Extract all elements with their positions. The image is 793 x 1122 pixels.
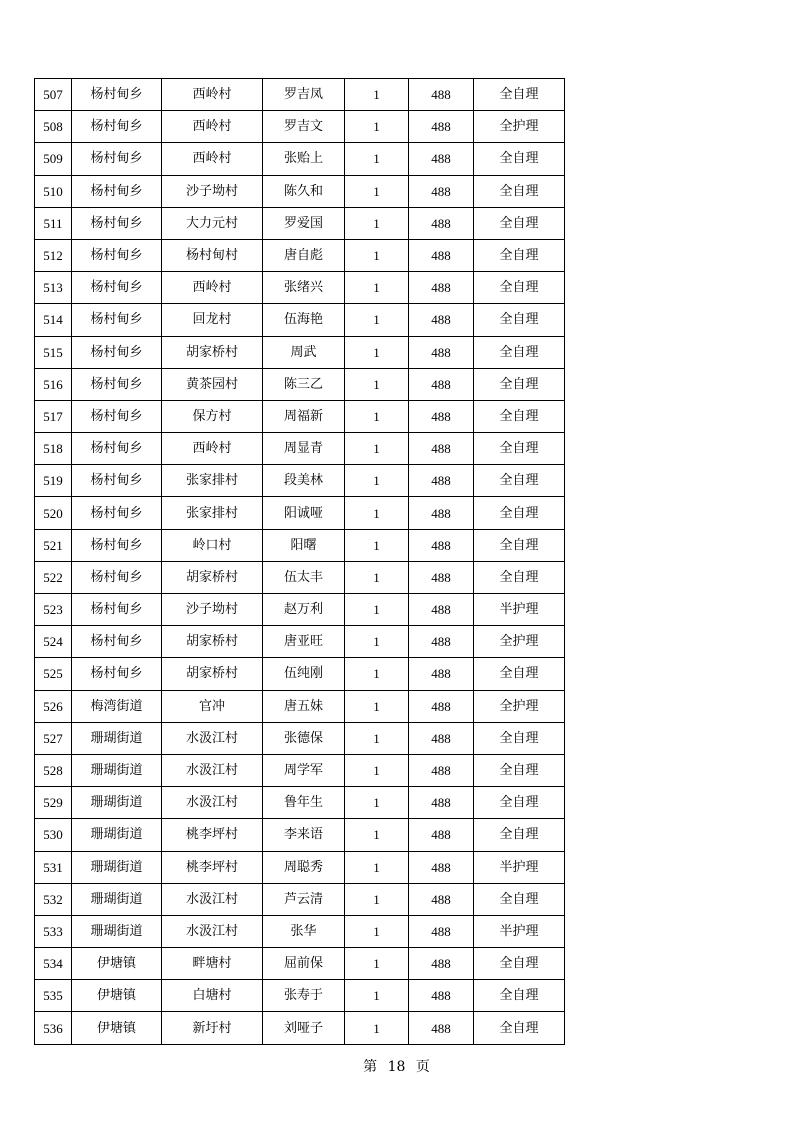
care-type-cell: 全自理 [474, 79, 565, 111]
person-name-cell: 周学军 [263, 754, 345, 786]
row-number-cell: 533 [35, 915, 72, 947]
table-row [35, 626, 565, 658]
person-count-cell: 1 [345, 529, 409, 561]
village-cell: 西岭村 [162, 111, 263, 143]
care-type-cell: 半护理 [474, 594, 565, 626]
person-name-cell: 阳曙 [263, 529, 345, 561]
person-name-cell: 周福新 [263, 400, 345, 432]
amount-cell: 488 [409, 497, 474, 529]
village-cell: 胡家桥村 [162, 336, 263, 368]
table-row [35, 787, 565, 819]
care-type-cell: 全自理 [474, 400, 565, 432]
table-row [35, 883, 565, 915]
row-number-cell: 520 [35, 497, 72, 529]
table-row [35, 400, 565, 432]
village-cell: 西岭村 [162, 79, 263, 111]
table-row [35, 561, 565, 593]
table-row [35, 239, 565, 271]
village-cell: 张家排村 [162, 465, 263, 497]
row-number-cell: 525 [35, 658, 72, 690]
township-cell: 杨村甸乡 [72, 207, 162, 239]
person-count-cell: 1 [345, 754, 409, 786]
care-type-cell: 全自理 [474, 207, 565, 239]
person-count-cell: 1 [345, 400, 409, 432]
person-name-cell: 段美林 [263, 465, 345, 497]
amount-cell: 488 [409, 819, 474, 851]
person-name-cell: 唐自彪 [263, 239, 345, 271]
person-count-cell: 1 [345, 883, 409, 915]
person-count-cell: 1 [345, 433, 409, 465]
amount-cell: 488 [409, 175, 474, 207]
table-row [35, 79, 565, 111]
township-cell: 杨村甸乡 [72, 239, 162, 271]
amount-cell: 488 [409, 143, 474, 175]
row-number-cell: 523 [35, 594, 72, 626]
row-number-cell: 509 [35, 143, 72, 175]
person-name-cell: 芦云清 [263, 883, 345, 915]
village-cell: 黄茶园村 [162, 368, 263, 400]
person-count-cell: 1 [345, 787, 409, 819]
village-cell: 西岭村 [162, 433, 263, 465]
amount-cell: 488 [409, 948, 474, 980]
township-cell: 杨村甸乡 [72, 400, 162, 432]
village-cell: 水汲江村 [162, 722, 263, 754]
township-cell: 杨村甸乡 [72, 497, 162, 529]
table-row [35, 368, 565, 400]
care-type-cell: 全自理 [474, 658, 565, 690]
person-name-cell: 张德保 [263, 722, 345, 754]
care-type-cell: 全护理 [474, 690, 565, 722]
village-cell: 新圩村 [162, 1012, 263, 1044]
person-count-cell: 1 [345, 1012, 409, 1044]
table-row [35, 433, 565, 465]
person-name-cell: 张贻上 [263, 143, 345, 175]
table-row [35, 980, 565, 1012]
village-cell: 大力元村 [162, 207, 263, 239]
row-number-cell: 511 [35, 207, 72, 239]
amount-cell: 488 [409, 239, 474, 271]
township-cell: 杨村甸乡 [72, 433, 162, 465]
row-number-cell: 515 [35, 336, 72, 368]
row-number-cell: 512 [35, 239, 72, 271]
row-number-cell: 507 [35, 79, 72, 111]
table-row [35, 304, 565, 336]
care-type-cell: 全自理 [474, 754, 565, 786]
township-cell: 伊塘镇 [72, 980, 162, 1012]
table-row [35, 272, 565, 304]
person-name-cell: 陈三乙 [263, 368, 345, 400]
care-type-cell: 半护理 [474, 851, 565, 883]
township-cell: 杨村甸乡 [72, 465, 162, 497]
table-row [35, 658, 565, 690]
amount-cell: 488 [409, 626, 474, 658]
row-number-cell: 535 [35, 980, 72, 1012]
township-cell: 杨村甸乡 [72, 111, 162, 143]
village-cell: 水汲江村 [162, 915, 263, 947]
village-cell: 白塘村 [162, 980, 263, 1012]
care-type-cell: 全自理 [474, 787, 565, 819]
person-name-cell: 周显青 [263, 433, 345, 465]
person-name-cell: 周聪秀 [263, 851, 345, 883]
amount-cell: 488 [409, 722, 474, 754]
table-row [35, 1012, 565, 1044]
amount-cell: 488 [409, 787, 474, 819]
township-cell: 梅湾街道 [72, 690, 162, 722]
amount-cell: 488 [409, 754, 474, 786]
amount-cell: 488 [409, 851, 474, 883]
township-cell: 杨村甸乡 [72, 594, 162, 626]
row-number-cell: 524 [35, 626, 72, 658]
person-count-cell: 1 [345, 915, 409, 947]
table-row [35, 175, 565, 207]
care-type-cell: 全护理 [474, 111, 565, 143]
township-cell: 杨村甸乡 [72, 626, 162, 658]
care-type-cell: 全自理 [474, 948, 565, 980]
row-number-cell: 522 [35, 561, 72, 593]
person-count-cell: 1 [345, 690, 409, 722]
township-cell: 珊瑚街道 [72, 754, 162, 786]
row-number-cell: 531 [35, 851, 72, 883]
care-type-cell: 全自理 [474, 883, 565, 915]
village-cell: 张家排村 [162, 497, 263, 529]
row-number-cell: 519 [35, 465, 72, 497]
township-cell: 杨村甸乡 [72, 658, 162, 690]
page-footer-suffix: 页 [415, 1059, 430, 1075]
row-number-cell: 518 [35, 433, 72, 465]
person-name-cell: 屈前保 [263, 948, 345, 980]
person-count-cell: 1 [345, 980, 409, 1012]
amount-cell: 488 [409, 561, 474, 593]
village-cell: 西岭村 [162, 143, 263, 175]
table-row [35, 722, 565, 754]
person-name-cell: 阳诚哑 [263, 497, 345, 529]
care-type-cell: 全自理 [474, 239, 565, 271]
care-type-cell: 全自理 [474, 272, 565, 304]
person-count-cell: 1 [345, 465, 409, 497]
township-cell: 杨村甸乡 [72, 304, 162, 336]
person-name-cell: 罗吉文 [263, 111, 345, 143]
row-number-cell: 534 [35, 948, 72, 980]
amount-cell: 488 [409, 336, 474, 368]
row-number-cell: 536 [35, 1012, 72, 1044]
amount-cell: 488 [409, 594, 474, 626]
village-cell: 官冲 [162, 690, 263, 722]
care-type-cell: 全自理 [474, 175, 565, 207]
row-number-cell: 516 [35, 368, 72, 400]
amount-cell: 488 [409, 304, 474, 336]
roster-table-body [35, 79, 565, 1045]
township-cell: 杨村甸乡 [72, 272, 162, 304]
table-row [35, 497, 565, 529]
amount-cell: 488 [409, 690, 474, 722]
row-number-cell: 513 [35, 272, 72, 304]
table-row [35, 529, 565, 561]
person-count-cell: 1 [345, 851, 409, 883]
village-cell: 西岭村 [162, 272, 263, 304]
person-count-cell: 1 [345, 304, 409, 336]
person-name-cell: 伍海艳 [263, 304, 345, 336]
township-cell: 珊瑚街道 [72, 883, 162, 915]
care-type-cell: 全自理 [474, 304, 565, 336]
person-count-cell: 1 [345, 272, 409, 304]
village-cell: 岭口村 [162, 529, 263, 561]
amount-cell: 488 [409, 207, 474, 239]
person-count-cell: 1 [345, 79, 409, 111]
table-row [35, 465, 565, 497]
person-name-cell: 李来语 [263, 819, 345, 851]
person-count-cell: 1 [345, 175, 409, 207]
care-type-cell: 全护理 [474, 626, 565, 658]
person-name-cell: 鲁年生 [263, 787, 345, 819]
amount-cell: 488 [409, 79, 474, 111]
table-row [35, 594, 565, 626]
person-count-cell: 1 [345, 722, 409, 754]
village-cell: 畔塘村 [162, 948, 263, 980]
amount-cell: 488 [409, 915, 474, 947]
village-cell: 桃李坪村 [162, 851, 263, 883]
table-row [35, 207, 565, 239]
township-cell: 伊塘镇 [72, 948, 162, 980]
care-type-cell: 全自理 [474, 368, 565, 400]
row-number-cell: 514 [35, 304, 72, 336]
person-count-cell: 1 [345, 111, 409, 143]
village-cell: 水汲江村 [162, 754, 263, 786]
row-number-cell: 517 [35, 400, 72, 432]
township-cell: 珊瑚街道 [72, 787, 162, 819]
table-row [35, 111, 565, 143]
person-name-cell: 伍太丰 [263, 561, 345, 593]
township-cell: 杨村甸乡 [72, 561, 162, 593]
township-cell: 杨村甸乡 [72, 529, 162, 561]
township-cell: 珊瑚街道 [72, 915, 162, 947]
person-count-cell: 1 [345, 207, 409, 239]
township-cell: 杨村甸乡 [72, 336, 162, 368]
row-number-cell: 510 [35, 175, 72, 207]
village-cell: 桃李坪村 [162, 819, 263, 851]
care-type-cell: 全自理 [474, 722, 565, 754]
township-cell: 珊瑚街道 [72, 819, 162, 851]
person-count-cell: 1 [345, 336, 409, 368]
row-number-cell: 530 [35, 819, 72, 851]
person-count-cell: 1 [345, 819, 409, 851]
care-type-cell: 全自理 [474, 336, 565, 368]
village-cell: 水汲江村 [162, 787, 263, 819]
table-row [35, 915, 565, 947]
care-type-cell: 全自理 [474, 529, 565, 561]
table-row [35, 754, 565, 786]
amount-cell: 488 [409, 980, 474, 1012]
township-cell: 杨村甸乡 [72, 175, 162, 207]
care-type-cell: 全自理 [474, 497, 565, 529]
table-row [35, 851, 565, 883]
person-count-cell: 1 [345, 594, 409, 626]
amount-cell: 488 [409, 111, 474, 143]
person-name-cell: 张寿于 [263, 980, 345, 1012]
amount-cell: 488 [409, 529, 474, 561]
person-name-cell: 唐五妹 [263, 690, 345, 722]
village-cell: 回龙村 [162, 304, 263, 336]
amount-cell: 488 [409, 272, 474, 304]
care-type-cell: 全自理 [474, 1012, 565, 1044]
care-type-cell: 全自理 [474, 819, 565, 851]
row-number-cell: 508 [35, 111, 72, 143]
township-cell: 杨村甸乡 [72, 368, 162, 400]
row-number-cell: 527 [35, 722, 72, 754]
care-type-cell: 全自理 [474, 561, 565, 593]
village-cell: 水汲江村 [162, 883, 263, 915]
person-name-cell: 张华 [263, 915, 345, 947]
person-count-cell: 1 [345, 948, 409, 980]
village-cell: 胡家桥村 [162, 658, 263, 690]
amount-cell: 488 [409, 1012, 474, 1044]
village-cell: 沙子坳村 [162, 594, 263, 626]
village-cell: 保方村 [162, 400, 263, 432]
person-count-cell: 1 [345, 368, 409, 400]
person-name-cell: 伍纯刚 [263, 658, 345, 690]
village-cell: 胡家桥村 [162, 561, 263, 593]
row-number-cell: 521 [35, 529, 72, 561]
person-count-cell: 1 [345, 143, 409, 175]
person-count-cell: 1 [345, 561, 409, 593]
person-name-cell: 赵万利 [263, 594, 345, 626]
table-row [35, 948, 565, 980]
care-type-cell: 半护理 [474, 915, 565, 947]
amount-cell: 488 [409, 658, 474, 690]
table-row [35, 143, 565, 175]
village-cell: 杨村甸村 [162, 239, 263, 271]
person-name-cell: 刘哑子 [263, 1012, 345, 1044]
row-number-cell: 528 [35, 754, 72, 786]
person-name-cell: 张绪兴 [263, 272, 345, 304]
amount-cell: 488 [409, 368, 474, 400]
person-count-cell: 1 [345, 626, 409, 658]
person-name-cell: 唐亚旺 [263, 626, 345, 658]
person-name-cell: 罗吉凤 [263, 79, 345, 111]
township-cell: 珊瑚街道 [72, 722, 162, 754]
row-number-cell: 532 [35, 883, 72, 915]
person-count-cell: 1 [345, 239, 409, 271]
care-type-cell: 全自理 [474, 433, 565, 465]
amount-cell: 488 [409, 400, 474, 432]
township-cell: 珊瑚街道 [72, 851, 162, 883]
care-type-cell: 全自理 [474, 143, 565, 175]
person-name-cell: 罗爱国 [263, 207, 345, 239]
table-row [35, 690, 565, 722]
person-name-cell: 陈久和 [263, 175, 345, 207]
row-number-cell: 529 [35, 787, 72, 819]
page-footer [0, 1056, 793, 1076]
person-count-cell: 1 [345, 497, 409, 529]
person-name-cell: 周武 [263, 336, 345, 368]
amount-cell: 488 [409, 465, 474, 497]
village-cell: 沙子坳村 [162, 175, 263, 207]
care-type-cell: 全自理 [474, 465, 565, 497]
row-number-cell: 526 [35, 690, 72, 722]
roster-table [34, 78, 565, 1045]
care-type-cell: 全自理 [474, 980, 565, 1012]
table-row [35, 336, 565, 368]
person-count-cell: 1 [345, 658, 409, 690]
page-number: 18 [387, 1059, 406, 1075]
amount-cell: 488 [409, 433, 474, 465]
page-footer-prefix: 第 [363, 1059, 378, 1075]
amount-cell: 488 [409, 883, 474, 915]
township-cell: 杨村甸乡 [72, 143, 162, 175]
village-cell: 胡家桥村 [162, 626, 263, 658]
township-cell: 杨村甸乡 [72, 79, 162, 111]
township-cell: 伊塘镇 [72, 1012, 162, 1044]
table-row [35, 819, 565, 851]
